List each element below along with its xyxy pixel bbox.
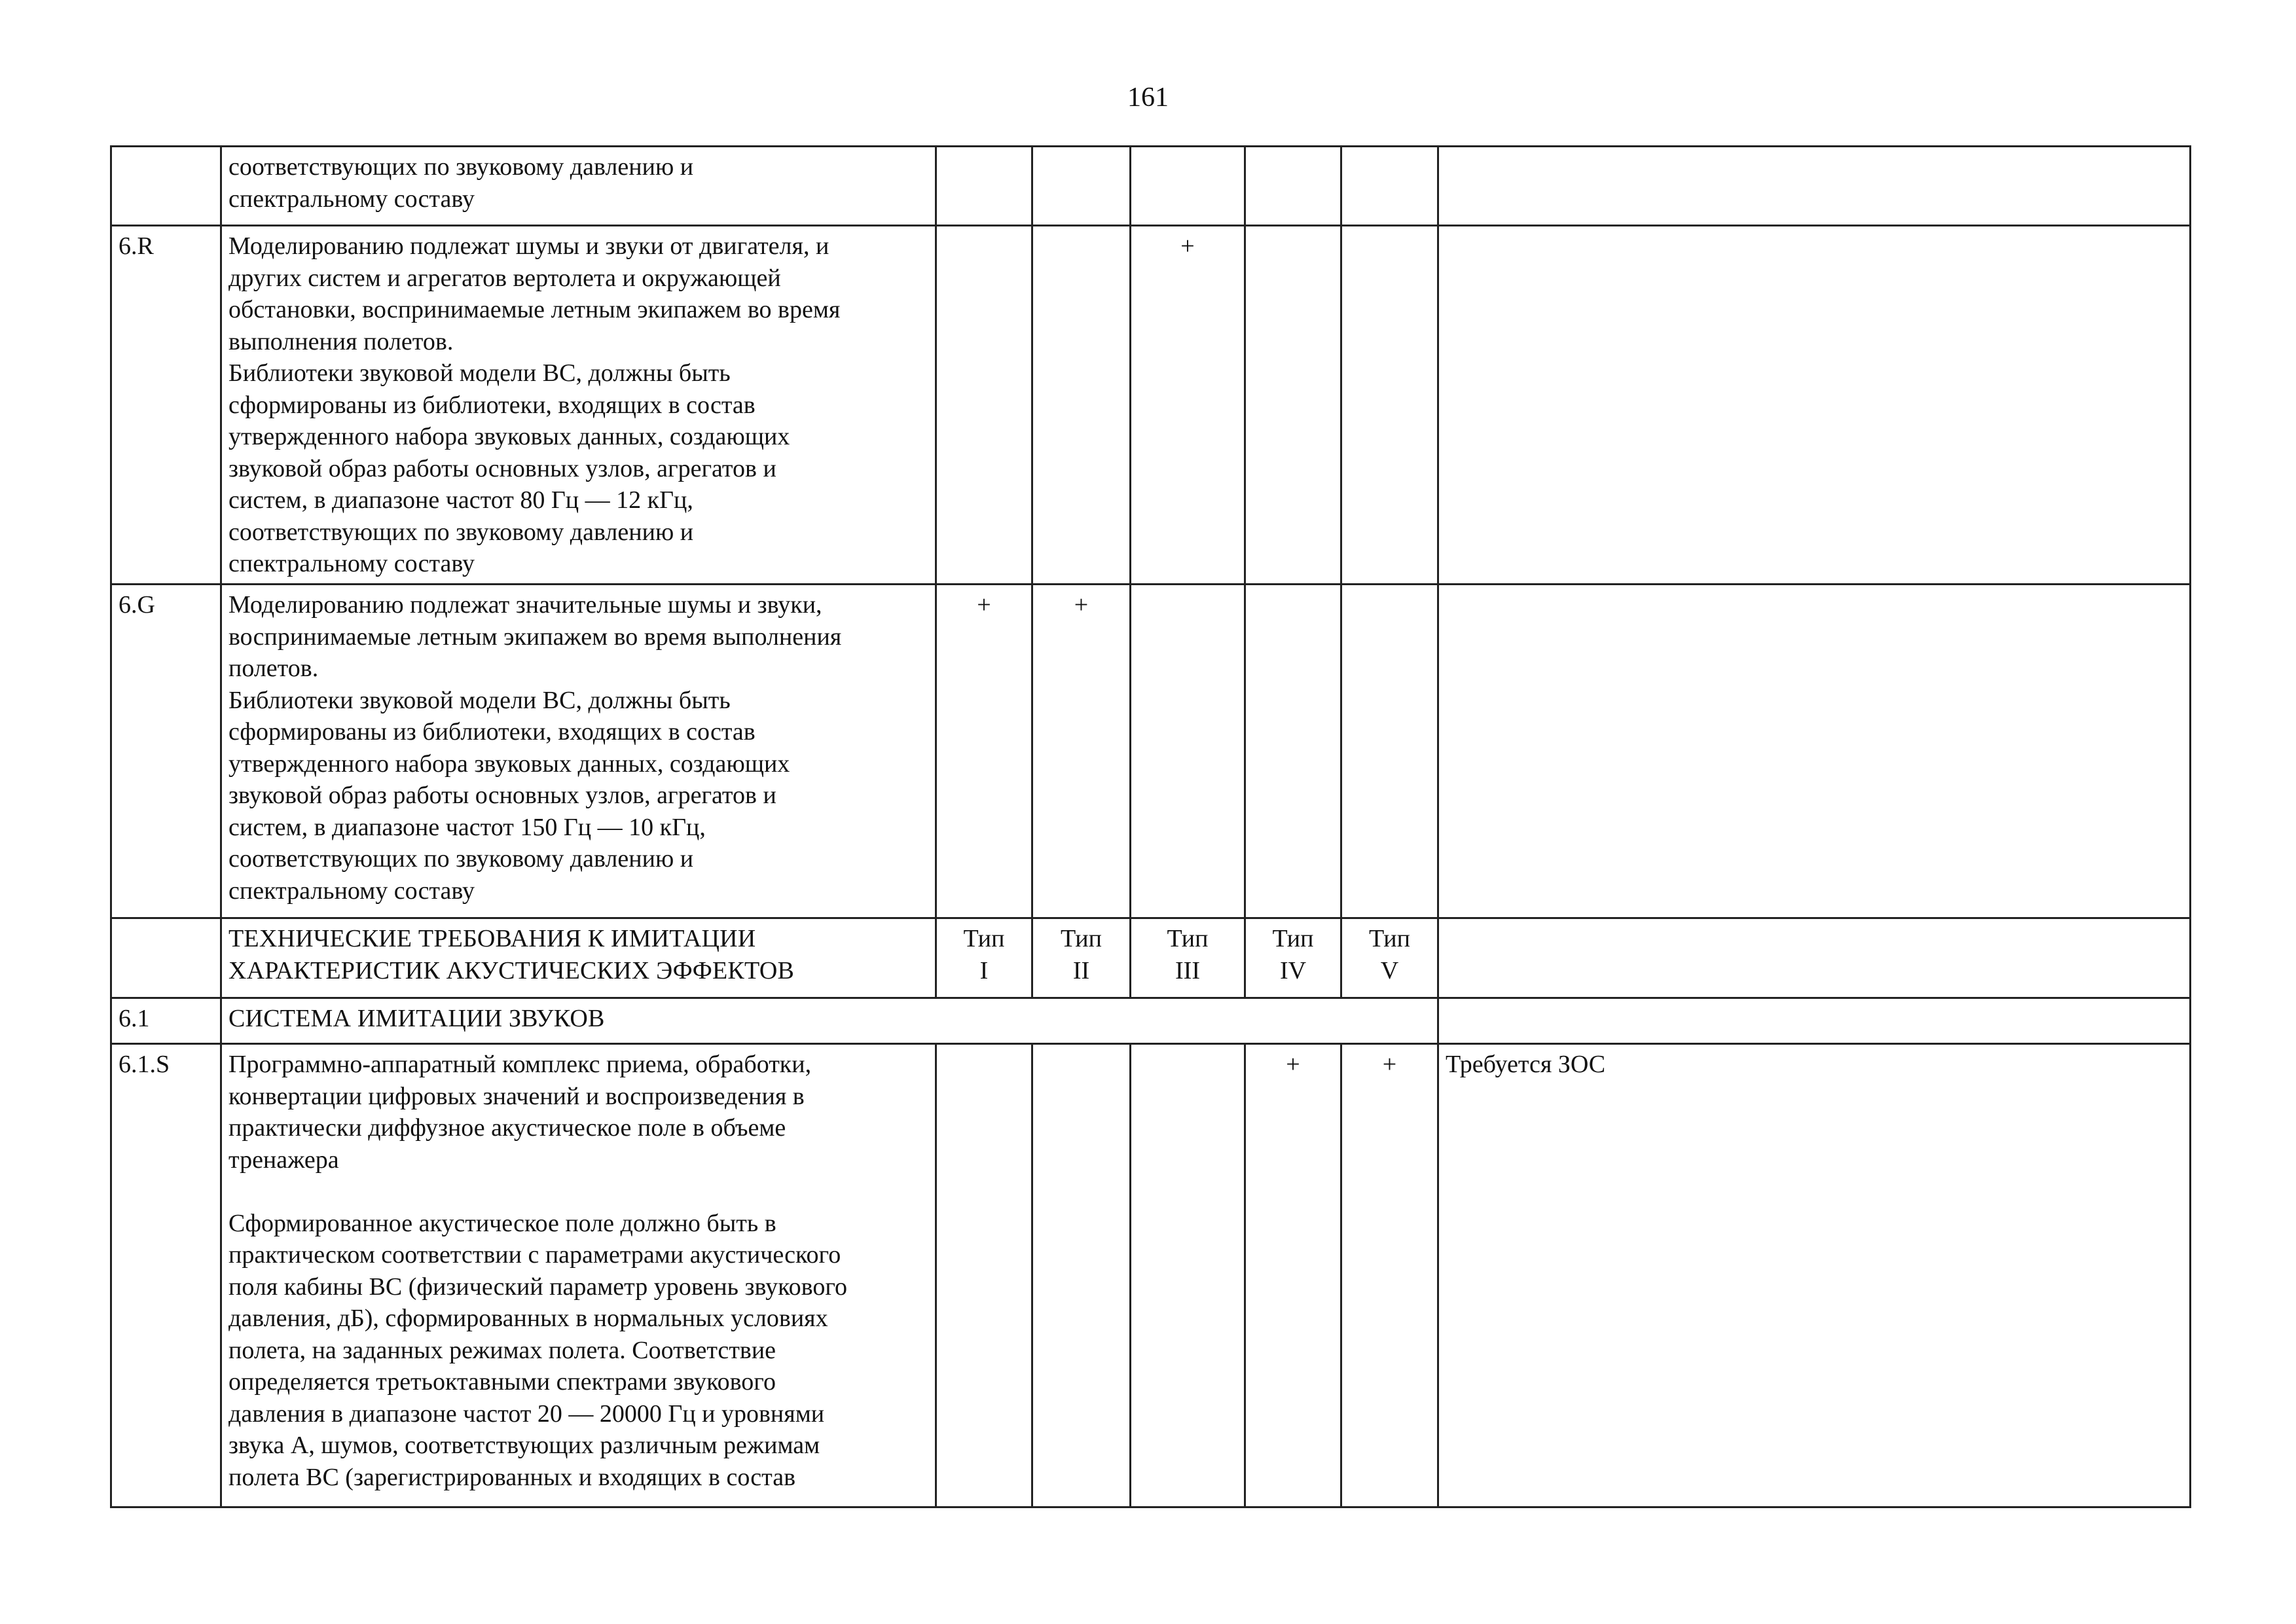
type-1-mark bbox=[936, 1044, 1032, 1507]
type-1-mark bbox=[936, 226, 1032, 585]
row-number: 6.R bbox=[111, 226, 221, 585]
section-title: СИСТЕМА ИМИТАЦИИ ЗВУКОВ bbox=[221, 998, 1438, 1044]
type-4-mark bbox=[1245, 585, 1341, 918]
row-number bbox=[111, 147, 221, 226]
type-4-mark bbox=[1245, 147, 1341, 226]
type-3-mark bbox=[1131, 1044, 1245, 1507]
row-number: 6.G bbox=[111, 585, 221, 918]
requirement-text: Моделированию подлежат значительные шумы и звуки, воспринимаемые летным экипажем во время выполнения полетов. Библиотеки звуковой модели ВС, должны быть сформированы из библиотеки, входящих в состав утвержденного набора звуковых данных, создающих звуковой образ работы основных узлов, агрегатов и систем, в диапазоне частот 150 Гц — 10 кГц, соответствующих по звуковому давлению и спектральному составу bbox=[221, 585, 936, 918]
note-cell: Требуется ЗОС bbox=[1438, 1044, 2191, 1507]
requirement-text: Программно-аппаратный комплекс приема, обработки, конвертации цифровых значений и воспроизведения в практически диффузное акустическое поле в объеме тренажера Сформированное акустическое поле должно быть в практическом соответствии с параметрами акустического поля кабины ВС (физический параметр уровень звукового давления, дБ), сформированных в нормальных условиях полета, на заданных режимах полета. Соответствие определяется третьоктавными спектрами звукового давления в диапазоне частот 20 — 20000 Гц и уровнями звука А, шумов, соответствующих различным режимам полета ВС (зарегистрированных и входящих в состав bbox=[221, 1044, 936, 1507]
note-cell bbox=[1438, 147, 2191, 226]
type-5-mark: + bbox=[1341, 1044, 1438, 1507]
table-header-row bbox=[111, 918, 2191, 998]
requirements-table bbox=[110, 145, 2191, 1508]
type-3-mark bbox=[1131, 147, 1245, 226]
type-3-mark: + bbox=[1131, 226, 1245, 585]
page-number: 161 bbox=[1127, 82, 1169, 113]
type-4-header: Тип IV bbox=[1245, 918, 1341, 998]
type-5-mark bbox=[1341, 226, 1438, 585]
section-heading: ТЕХНИЧЕСКИЕ ТРЕБОВАНИЯ К ИМИТАЦИИ ХАРАКТЕРИСТИК АКУСТИЧЕСКИХ ЭФФЕКТОВ bbox=[221, 918, 936, 998]
type-4-mark: + bbox=[1245, 1044, 1341, 1507]
type-5-mark bbox=[1341, 147, 1438, 226]
requirement-text: соответствующих по звуковому давлению и спектральному составу bbox=[221, 147, 936, 226]
row-number: 6.1 bbox=[111, 998, 221, 1044]
type-2-mark bbox=[1032, 147, 1131, 226]
table-row-6G bbox=[111, 585, 2191, 918]
note-cell bbox=[1438, 998, 2191, 1044]
type-2-mark bbox=[1032, 1044, 1131, 1507]
table-row-6R bbox=[111, 226, 2191, 585]
type-5-mark bbox=[1341, 585, 1438, 918]
type-1-mark bbox=[936, 147, 1032, 226]
row-number: 6.1.S bbox=[111, 1044, 221, 1507]
type-2-mark: + bbox=[1032, 585, 1131, 918]
type-2-mark bbox=[1032, 226, 1131, 585]
requirement-text: Моделированию подлежат шумы и звуки от двигателя, и других систем и агрегатов вертолета и окружающей обстановки, воспринимаемые летным экипажем во время выполнения полетов. Библиотеки звуковой модели ВС, должны быть сформированы из библиотеки, входящих в состав утвержденного набора звуковых данных, создающих звуковой образ работы основных узлов, агрегатов и систем, в диапазоне частот 80 Гц — 12 кГц, соответствующих по звуковому давлению и спектральному составу bbox=[221, 226, 936, 585]
note-cell bbox=[1438, 585, 2191, 918]
note-cell bbox=[1438, 226, 2191, 585]
type-2-header: Тип II bbox=[1032, 918, 1131, 998]
type-5-header: Тип V bbox=[1341, 918, 1438, 998]
type-4-mark bbox=[1245, 226, 1341, 585]
row-number bbox=[111, 918, 221, 998]
type-3-mark bbox=[1131, 585, 1245, 918]
type-1-header: Тип I bbox=[936, 918, 1032, 998]
table-row-6-1S bbox=[111, 1044, 2191, 1507]
type-1-mark: + bbox=[936, 585, 1032, 918]
note-cell bbox=[1438, 918, 2191, 998]
type-3-header: Тип III bbox=[1131, 918, 1245, 998]
table-row-section-6-1 bbox=[111, 998, 2191, 1044]
table-row-continuation bbox=[111, 147, 2191, 226]
